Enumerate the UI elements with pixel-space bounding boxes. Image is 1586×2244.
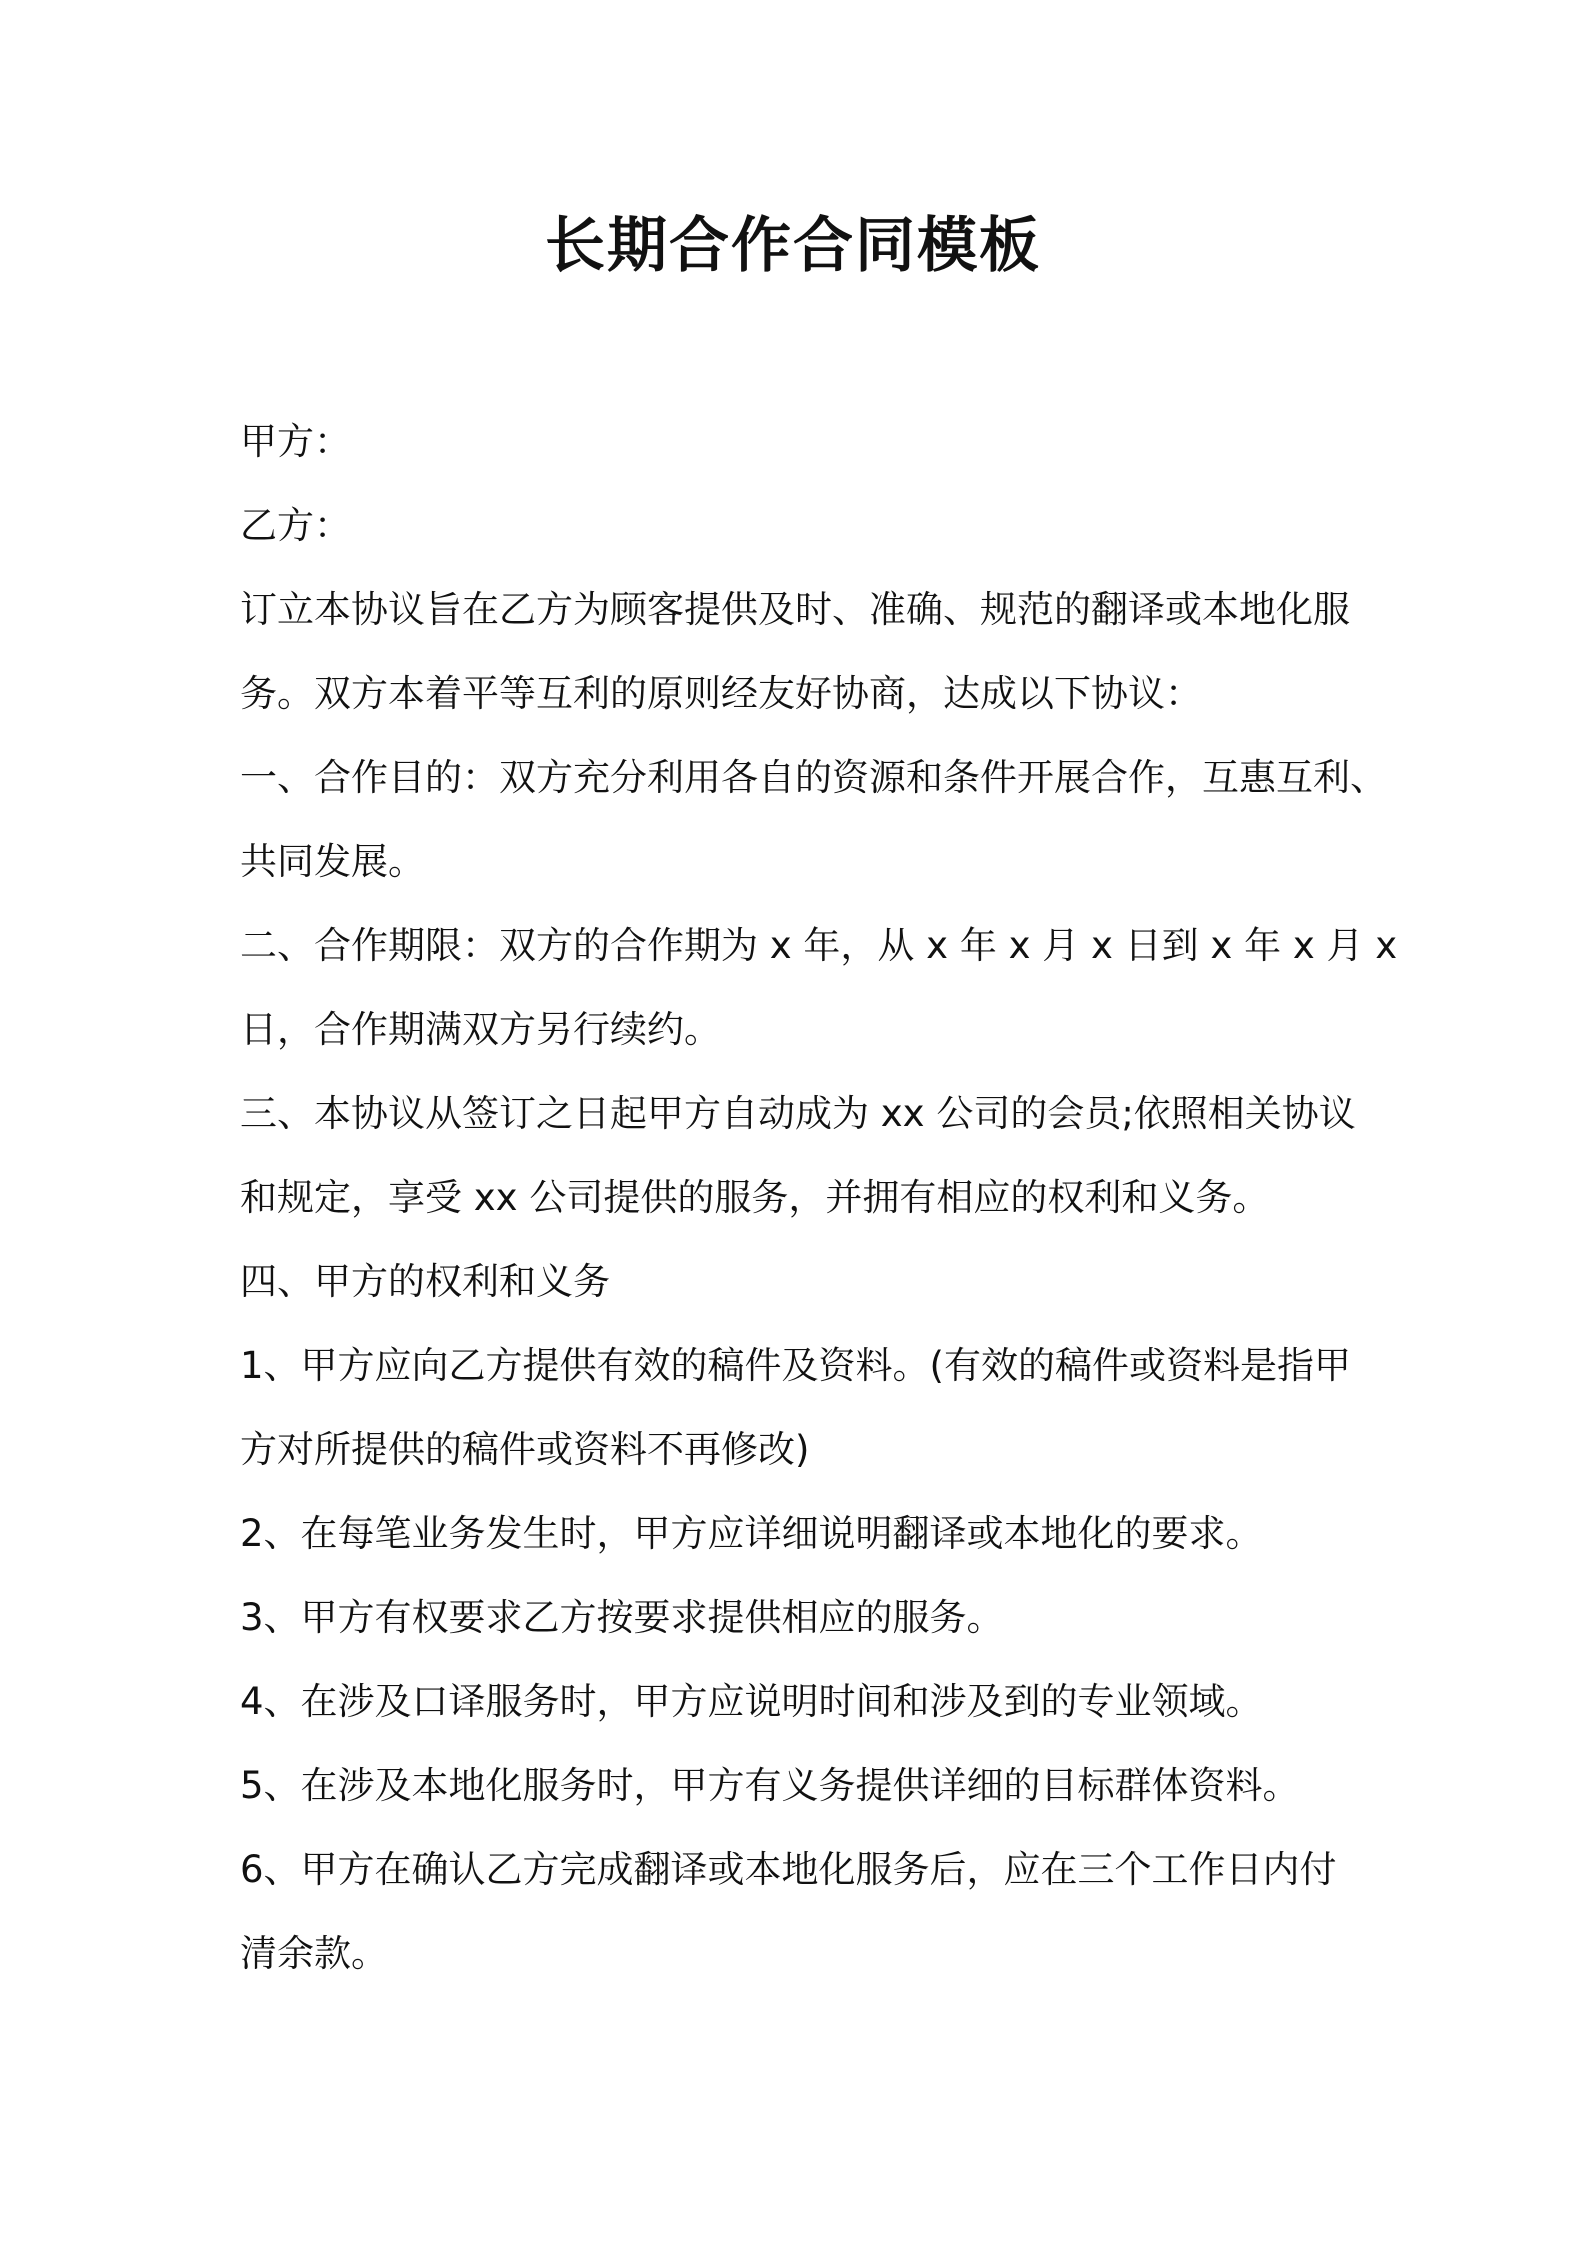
- document-body: [240, 400, 1398, 1996]
- party-a-line: 甲方：: [240, 420, 351, 463]
- clause-2-line-1: 二、合作期限：双方的合作期为 x 年，从 x 年 x 月 x 日到 x 年 x 月 x: [240, 924, 1398, 967]
- party-b-line: 乙方：: [240, 504, 351, 547]
- preamble-line-2: 务。双方本着平等互利的原则经友好协商，达成以下协议：: [240, 672, 1202, 715]
- item-5-line: 5、在涉及本地化服务时，甲方有义务提供详细的目标群体资料。: [240, 1764, 1300, 1807]
- item-6-line-2: 清余款。: [240, 1932, 388, 1975]
- clause-1-line-1: 一、合作目的：双方充分利用各自的资源和条件开展合作，互惠互利、: [240, 756, 1387, 799]
- item-4-line: 4、在涉及口译服务时，甲方应说明时间和涉及到的专业领域。: [240, 1680, 1263, 1723]
- item-1-line-2: 方对所提供的稿件或资料不再修改): [240, 1428, 810, 1471]
- clause-2-line-2: 日，合作期满双方另行续约。: [240, 1008, 721, 1051]
- clause-1-line-2: 共同发展。: [240, 840, 425, 883]
- document-title: 长期合作合同模板: [545, 211, 1041, 281]
- clause-3-line-1: 三、本协议从签订之日起甲方自动成为 xx 公司的会员;依照相关协议: [240, 1092, 1356, 1135]
- item-2-line: 2、在每笔业务发生时，甲方应详细说明翻译或本地化的要求。: [240, 1512, 1263, 1555]
- item-3-line: 3、甲方有权要求乙方按要求提供相应的服务。: [240, 1596, 1004, 1639]
- item-1-line-1: 1、甲方应向乙方提供有效的稿件及资料。(有效的稿件或资料是指甲: [240, 1344, 1351, 1387]
- item-6-line-1: 6、甲方在确认乙方完成翻译或本地化服务后，应在三个工作日内付: [240, 1848, 1337, 1891]
- clause-4-heading: 四、甲方的权利和义务: [240, 1260, 610, 1303]
- clause-3-line-2: 和规定，享受 xx 公司提供的服务，并拥有相应的权利和义务。: [240, 1176, 1270, 1219]
- preamble-line-1: 订立本协议旨在乙方为顾客提供及时、准确、规范的翻译或本地化服: [240, 588, 1350, 631]
